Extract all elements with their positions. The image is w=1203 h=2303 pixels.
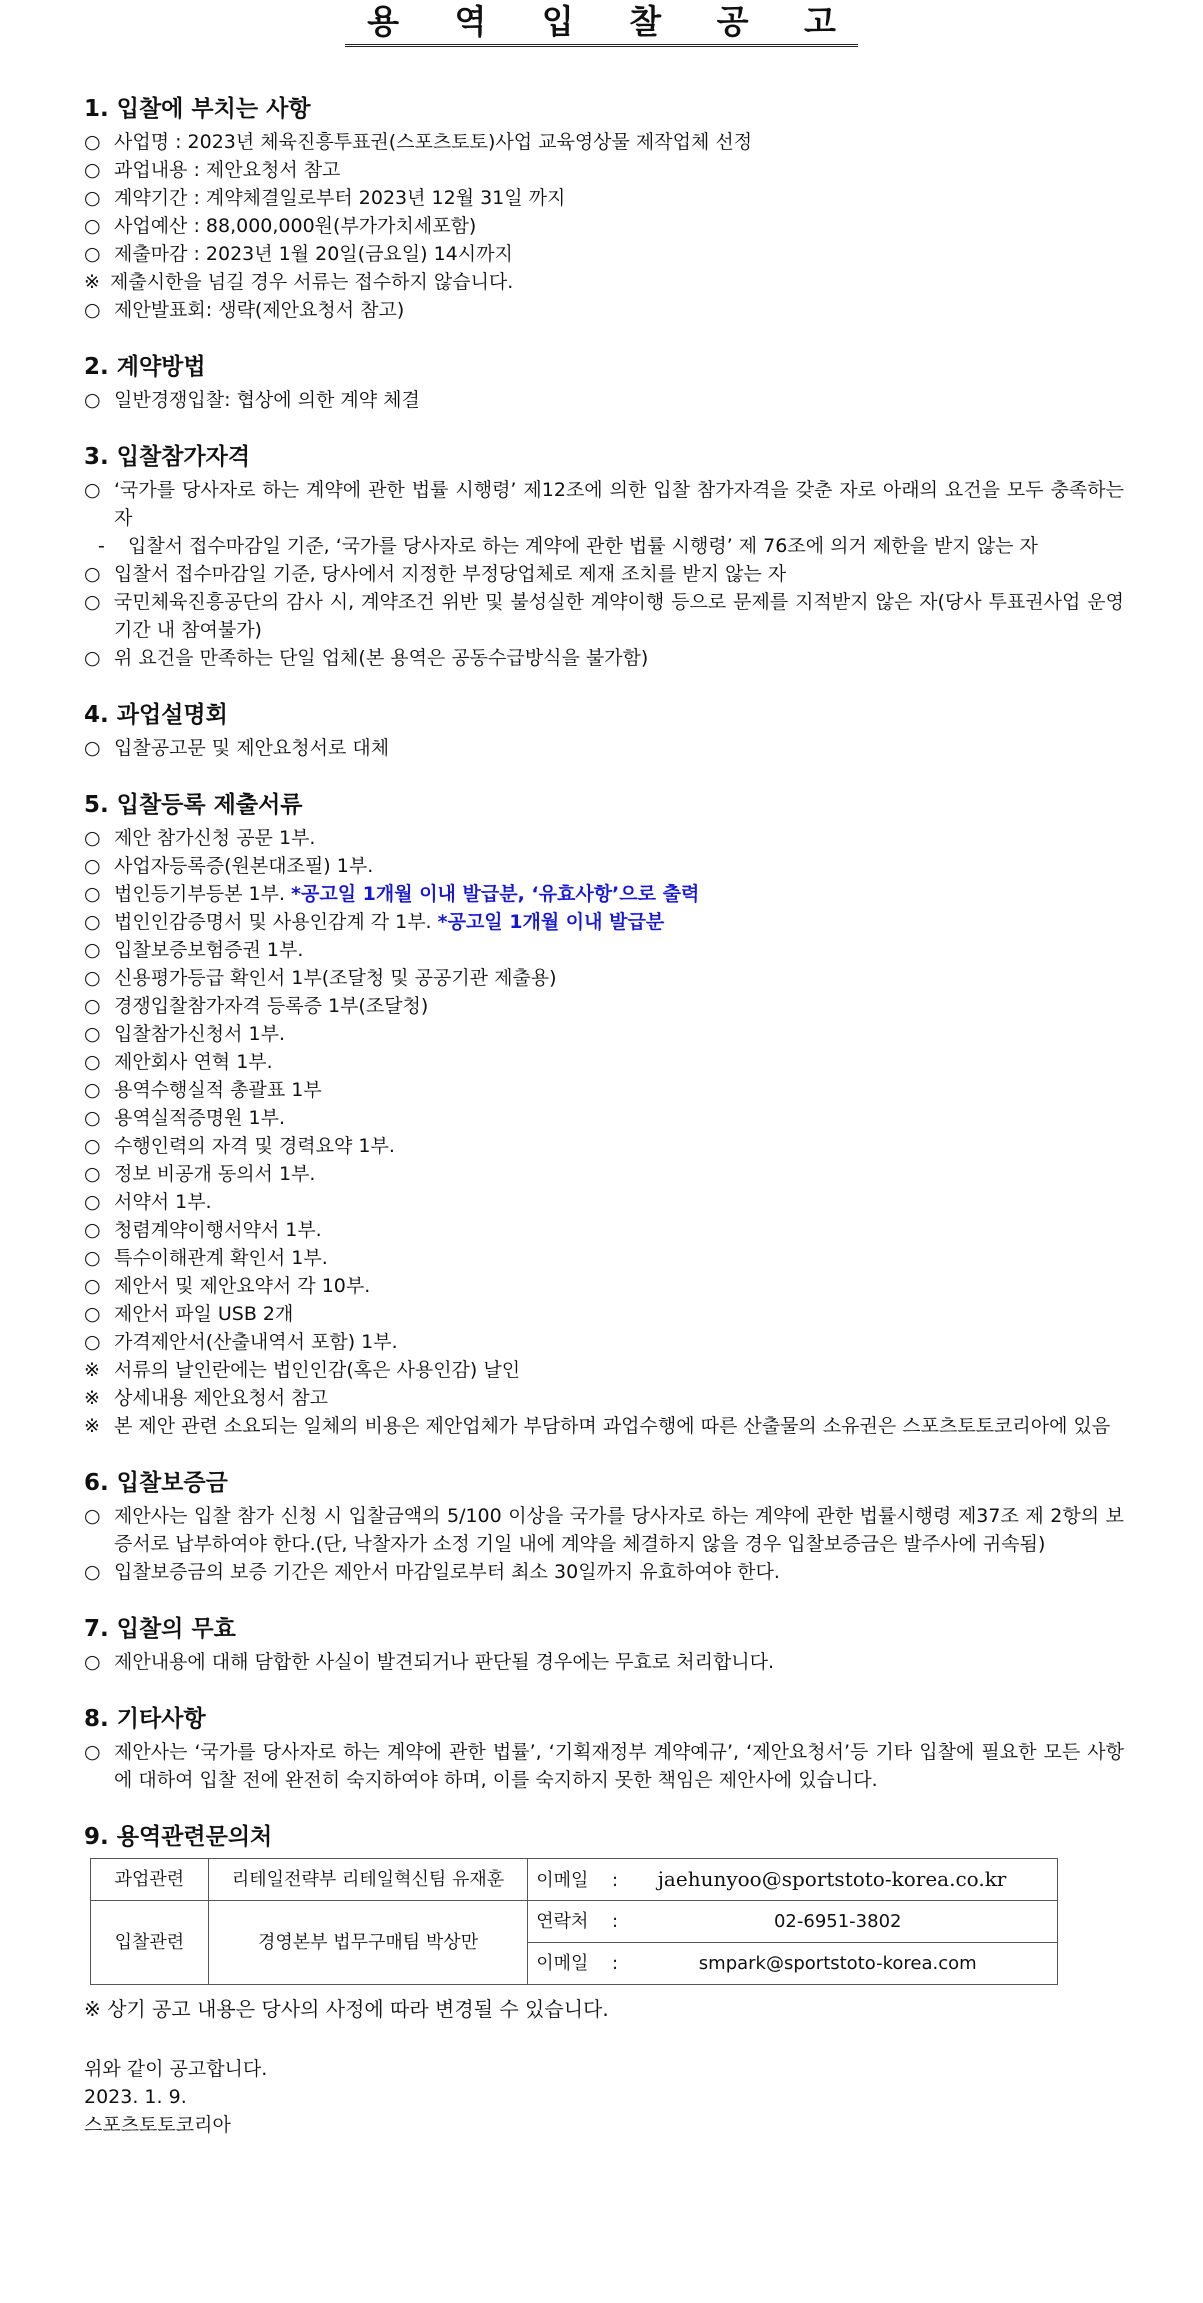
contact-row-bid-phone — [91, 1901, 1058, 1943]
circle-bullet-icon: ○ — [84, 1741, 101, 1763]
circle-bullet-icon: ○ — [84, 299, 101, 321]
list-item-text: 제출시한을 넘길 경우 서류는 접수하지 않습니다. — [110, 271, 514, 293]
contact-table — [90, 1858, 1058, 1985]
closing-company: 스포츠토토코리아 — [84, 2114, 231, 2136]
contact-row-task — [91, 1859, 1058, 1901]
contact-person: 경영본부 법무구매팀 박상만 — [208, 1901, 527, 1985]
list-item — [84, 184, 1124, 212]
circle-bullet-icon: ○ — [84, 911, 101, 933]
list-item — [84, 1648, 1124, 1676]
list-item — [84, 936, 1124, 964]
section-8 — [84, 1702, 1124, 1794]
circle-bullet-icon: ○ — [84, 647, 101, 669]
circle-bullet-icon: ○ — [84, 1079, 101, 1101]
list-item-text: 본 제안 관련 소요되는 일체의 비용은 제안업체가 부담하며 과업수행에 따른 산출물의 소유권은 스포츠토토코리아에 있음 — [114, 1415, 1111, 1437]
list-item — [84, 560, 1124, 588]
closing-statement: 위와 같이 공고합니다. — [84, 2058, 268, 2080]
circle-bullet-icon: ○ — [84, 563, 101, 585]
list-item-text: 제출마감 : 2023년 1월 20일(금요일) 14시까지 — [114, 243, 513, 265]
list-item-text: 경쟁입찰참가자격 등록증 1부(조달청) — [114, 995, 429, 1017]
section-2 — [84, 350, 1124, 414]
list-item — [84, 1502, 1124, 1558]
document-body — [84, 92, 1124, 2139]
section-heading: 4. 과업설명회 — [84, 702, 228, 728]
circle-bullet-icon: ○ — [84, 479, 101, 501]
list-item — [84, 1104, 1124, 1132]
sections-container — [84, 92, 1124, 1794]
list-item — [84, 1188, 1124, 1216]
list-item — [84, 1300, 1124, 1328]
list-item-text: 서약서 1부. — [114, 1191, 212, 1213]
list-item — [84, 1048, 1124, 1076]
circle-bullet-icon: ○ — [84, 995, 101, 1017]
circle-bullet-icon: ○ — [84, 591, 101, 613]
list-item — [84, 644, 1124, 672]
circle-bullet-icon: ○ — [84, 967, 101, 989]
list-item — [84, 908, 1124, 936]
list-item-text: 신용평가등급 확인서 1부(조달청 및 공공기관 제출용) — [114, 967, 557, 989]
list-item-text: 특수이해관계 확인서 1부. — [114, 1247, 328, 1269]
section-contact — [84, 1820, 1124, 2023]
section-6 — [84, 1466, 1124, 1586]
section-heading: 5. 입찰등록 제출서류 — [84, 792, 303, 818]
list-item-text: 법인등기부등본 1부. — [114, 883, 285, 905]
list-item — [84, 476, 1124, 532]
list-item-text: 사업명 : 2023년 체육진흥투표권(스포츠토토)사업 교육영상물 제작업체 선정 — [114, 131, 753, 153]
reference-mark-icon: ※ — [84, 1387, 100, 1409]
contact-colon: : — [612, 1910, 619, 1932]
circle-bullet-icon: ○ — [84, 187, 101, 209]
list-item-text: 제안사는 ‘국가를 당사자로 하는 계약에 관한 법률’, ‘기획재정부 계약예규’, ‘제안요청서’등 기타 입찰에 필요한 모든 사항에 대하여 입찰 전에 완전히 숙지하여야 하며, 이를 숙지하지 못한 책임은 제안사에 있습니다. — [114, 1741, 1124, 1791]
list-item-text: 제안내용에 대해 담합한 사실이 발견되거나 판단될 경우에는 무효로 처리합니다. — [114, 1651, 775, 1673]
circle-bullet-icon: ○ — [84, 1163, 101, 1185]
list-item-text: 수행인력의 자격 및 경력요약 1부. — [114, 1135, 395, 1157]
contact-category: 입찰관련 — [91, 1901, 209, 1985]
contact-label: 이메일 — [536, 1952, 589, 1974]
contact-phone-cell — [528, 1901, 1058, 1943]
list-item-text: 위 요건을 만족하는 단일 업체(본 용역은 공동수급방식을 불가함) — [114, 647, 649, 669]
list-item-text: 입찰서 접수마감일 기준, ‘국가를 당사자로 하는 계약에 관한 법률 시행령’ 제 76조에 의거 제한을 받지 않는 자 — [128, 535, 1038, 557]
contact-colon: : — [612, 1952, 619, 1974]
list-item — [84, 532, 1124, 560]
list-item-text: 계약기간 : 계약체결일로부터 2023년 12월 31일 까지 — [114, 187, 566, 209]
list-item — [84, 1384, 1124, 1412]
contact-email-cell — [528, 1859, 1058, 1901]
circle-bullet-icon: ○ — [84, 855, 101, 877]
closing-block — [84, 2055, 1124, 2139]
circle-bullet-icon: ○ — [84, 1051, 101, 1073]
circle-bullet-icon: ○ — [84, 1275, 101, 1297]
list-item — [84, 880, 1124, 908]
section-heading: 9. 용역관련문의처 — [84, 1824, 273, 1850]
circle-bullet-icon: ○ — [84, 131, 101, 153]
list-item-text: 국민체육진흥공단의 감사 시, 계약조건 위반 및 불성실한 계약이행 등으로 문제를 지적받지 않은 자(당사 투표권사업 운영기간 내 참여불가) — [114, 591, 1124, 641]
list-item-text: 제안회사 연혁 1부. — [114, 1051, 273, 1073]
list-item-text: 입찰보증금의 보증 기간은 제안서 마감일로부터 최소 30일까지 유효하여야 한다. — [114, 1561, 780, 1583]
list-item — [84, 1160, 1124, 1188]
list-item — [84, 992, 1124, 1020]
document-title: 용 역 입 찰 공 고 — [0, 0, 1203, 47]
reference-mark-icon: ※ — [84, 1415, 100, 1437]
contact-phone: 02-6951-3802 — [773, 1910, 902, 1932]
list-item — [84, 240, 1124, 268]
circle-bullet-icon: ○ — [84, 939, 101, 961]
section-heading: 3. 입찰참가자격 — [84, 444, 251, 470]
list-item — [84, 1412, 1124, 1440]
list-item-text: 입찰공고문 및 제안요청서로 대체 — [114, 737, 390, 759]
list-item — [84, 296, 1124, 324]
circle-bullet-icon: ○ — [84, 1331, 101, 1353]
section-heading: 7. 입찰의 무효 — [84, 1616, 236, 1642]
list-item-text: 일반경쟁입찰: 협상에 의한 계약 체결 — [114, 389, 420, 411]
circle-bullet-icon: ○ — [84, 1219, 101, 1241]
reference-mark-icon: ※ — [84, 271, 100, 293]
list-item — [84, 964, 1124, 992]
circle-bullet-icon: ○ — [84, 1303, 101, 1325]
circle-bullet-icon: ○ — [84, 1247, 101, 1269]
circle-bullet-icon: ○ — [84, 159, 101, 181]
circle-bullet-icon: ○ — [84, 1505, 101, 1527]
list-item — [84, 734, 1124, 762]
list-item — [84, 588, 1124, 644]
list-item — [84, 824, 1124, 852]
highlight-note: *공고일 1개월 이내 발급분 — [437, 911, 665, 933]
list-item — [84, 1558, 1124, 1586]
section-heading: 2. 계약방법 — [84, 354, 206, 380]
list-item — [84, 156, 1124, 184]
list-item-text: 용역수행실적 총괄표 1부 — [114, 1079, 322, 1101]
highlight-note: *공고일 1개월 이내 발급분, ‘유효사항’으로 출력 — [291, 883, 700, 905]
circle-bullet-icon: ○ — [84, 883, 101, 905]
list-item — [84, 1076, 1124, 1104]
list-item-text: 입찰서 접수마감일 기준, 당사에서 지정한 부정당업체로 제재 조치를 받지 않는 자 — [114, 563, 787, 585]
list-item-text: 과업내용 : 제안요청서 참고 — [114, 159, 341, 181]
contact-label: 연락처 — [536, 1910, 589, 1932]
list-item — [84, 268, 1124, 296]
contact-email-link[interactable]: smpark@sportstoto-korea.com — [698, 1952, 977, 1974]
list-item-text: 제안사는 입찰 참가 신청 시 입찰금액의 5/100 이상을 국가를 당사자로 하는 계약에 관한 법률시행령 제37조 제 2항의 보증서로 납부하여야 한다.(단, 낙찰자가 소정 기일 내에 계약을 체결하지 않을 경우 입찰보증금은 발주사에 귀속됨) — [114, 1505, 1124, 1555]
list-item — [84, 1356, 1124, 1384]
dash-bullet-icon: - — [98, 535, 105, 557]
circle-bullet-icon: ○ — [84, 1107, 101, 1129]
circle-bullet-icon: ○ — [84, 215, 101, 237]
contact-person: 리테일전략부 리테일혁신팀 유재훈 — [208, 1859, 527, 1901]
list-item-text: 법인인감증명서 및 사용인감계 각 1부. — [114, 911, 432, 933]
list-item — [84, 1328, 1124, 1356]
list-item — [84, 386, 1124, 414]
list-item-text: 청렴계약이행서약서 1부. — [114, 1219, 322, 1241]
list-item-text: 제안서 및 제안요약서 각 10부. — [114, 1275, 371, 1297]
list-item — [84, 1244, 1124, 1272]
list-item-text: 사업자등록증(원본대조필) 1부. — [114, 855, 374, 877]
section-heading: 1. 입찰에 부치는 사항 — [84, 96, 311, 122]
section-1 — [84, 92, 1124, 324]
contact-email-cell — [528, 1943, 1058, 1985]
list-item-text: 상세내용 제안요청서 참고 — [114, 1387, 328, 1409]
closing-date: 2023. 1. 9. — [84, 2086, 187, 2108]
list-item — [84, 1738, 1124, 1794]
list-item — [84, 1216, 1124, 1244]
section-4 — [84, 698, 1124, 762]
list-item-text: 용역실적증명원 1부. — [114, 1107, 285, 1129]
contact-label: 이메일 — [536, 1869, 589, 1891]
list-item-text: 제안 참가신청 공문 1부. — [114, 827, 316, 849]
circle-bullet-icon: ○ — [84, 243, 101, 265]
list-item-text: 정보 비공개 동의서 1부. — [114, 1163, 316, 1185]
list-item-text: ‘국가를 당사자로 하는 계약에 관한 법률 시행령’ 제12조에 의한 입찰 참가자격을 갖춘 자로 아래의 요건을 모두 충족하는 자 — [114, 479, 1124, 529]
circle-bullet-icon: ○ — [84, 1135, 101, 1157]
circle-bullet-icon: ○ — [84, 1023, 101, 1045]
section-heading: 8. 기타사항 — [84, 1706, 206, 1732]
circle-bullet-icon: ○ — [84, 737, 101, 759]
list-item-text: 서류의 날인란에는 법인인감(혹은 사용인감) 날인 — [114, 1359, 521, 1381]
contact-note: ※ 상기 공고 내용은 당사의 사정에 따라 변경될 수 있습니다. — [84, 1997, 609, 2021]
list-item-text: 가격제안서(산출내역서 포함) 1부. — [114, 1331, 398, 1353]
list-item-text: 입찰참가신청서 1부. — [114, 1023, 285, 1045]
circle-bullet-icon: ○ — [84, 389, 101, 411]
list-item-text: 제안서 파일 USB 2개 — [114, 1303, 294, 1325]
section-7 — [84, 1612, 1124, 1676]
list-item-text: 입찰보증보험증권 1부. — [114, 939, 304, 961]
section-5 — [84, 788, 1124, 1440]
list-item — [84, 212, 1124, 240]
circle-bullet-icon: ○ — [84, 827, 101, 849]
contact-email-link[interactable]: jaehunyoo@sportstoto-korea.co.kr — [657, 1866, 1007, 1891]
list-item — [84, 852, 1124, 880]
list-item — [84, 1020, 1124, 1048]
list-item — [84, 1132, 1124, 1160]
list-item-text: 사업예산 : 88,000,000원(부가가치세포함) — [114, 215, 477, 237]
reference-mark-icon: ※ — [84, 1359, 100, 1381]
contact-colon: : — [612, 1869, 619, 1891]
section-3 — [84, 440, 1124, 672]
list-item — [84, 128, 1124, 156]
section-heading: 6. 입찰보증금 — [84, 1470, 228, 1496]
circle-bullet-icon: ○ — [84, 1651, 101, 1673]
list-item — [84, 1272, 1124, 1300]
contact-category: 과업관련 — [91, 1859, 209, 1901]
circle-bullet-icon: ○ — [84, 1561, 101, 1583]
list-item-text: 제안발표회: 생략(제안요청서 참고) — [114, 299, 405, 321]
circle-bullet-icon: ○ — [84, 1191, 101, 1213]
